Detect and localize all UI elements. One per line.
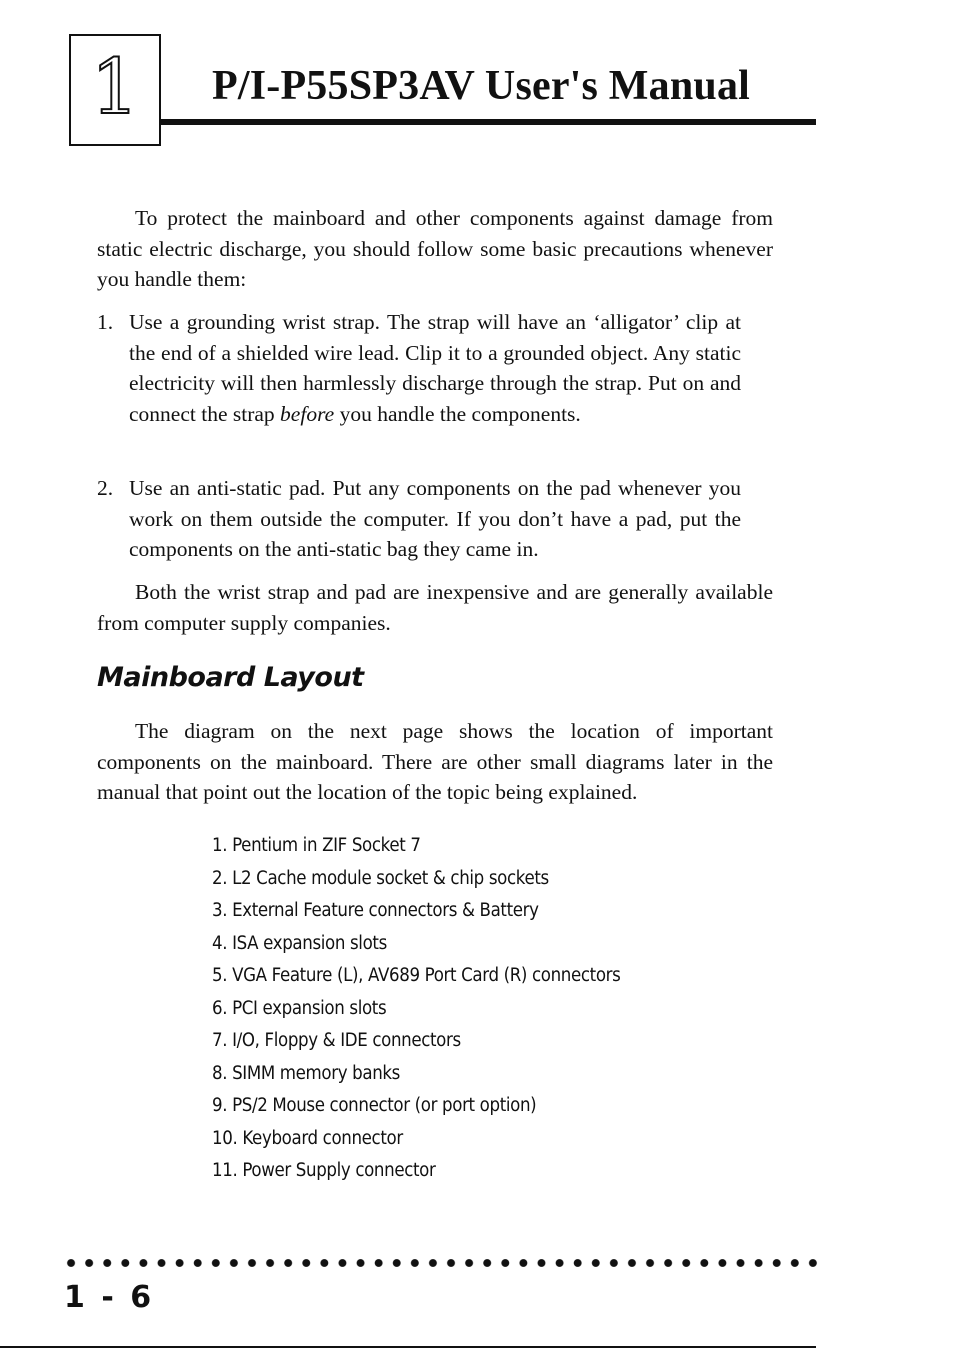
intro-paragraph: To protect the mainboard and other components against damage from static electric discharge, you should follow some basic precautions whenever you handle them: (97, 206, 773, 291)
footer-rule (0, 1346, 816, 1348)
closing-paragraph: Both the wrist strap and pad are inexpensive and are generally available from computer supply companies. (97, 580, 773, 635)
component-item: 3. External Feature connectors & Battery (212, 900, 539, 921)
component-item: 5. VGA Feature (L), AV689 Port Card (R) connectors (212, 965, 621, 986)
chapter-number: 1 (90, 42, 140, 131)
component-item: 7. I/O, Floppy & IDE connectors (212, 1030, 461, 1051)
precaution-text: Use an anti-static pad. Put any components on the pad whenever you work on them outside the computer. If you don’t have a pad, put the components on the anti-static bag they came in. (129, 476, 741, 561)
component-item: 11. Power Supply connector (212, 1160, 436, 1181)
section-heading: Mainboard Layout (97, 662, 364, 693)
precaution-item-1 (97, 307, 741, 429)
precaution-item-2 (97, 473, 741, 565)
emphasis-before: before (280, 401, 335, 426)
component-item: 9. PS/2 Mouse connector (or port option) (212, 1095, 537, 1116)
dotted-divider (62, 1256, 820, 1270)
component-item: 4. ISA expansion slots (212, 932, 387, 954)
component-item: 6. PCI expansion slots (212, 997, 387, 1019)
component-list (212, 830, 666, 1188)
precaution-text: Use a grounding wrist strap. The strap will have an ‘alligator’ clip at the end of a shielded wire lead. Clip it to a grounded object. Any static electricity will then harmlessly discharge through the strap. Put on and connect the strap before you handle the components. (129, 310, 741, 426)
precaution-marker: 2. (97, 476, 114, 500)
header-rule (161, 119, 816, 125)
component-item: 2. L2 Cache module socket & chip sockets (212, 867, 549, 889)
component-item: 1. Pentium in ZIF Socket 7 (212, 835, 421, 856)
layout-paragraph: The diagram on the next page shows the location of important components on the mainboard. There are other small diagrams later in the manual that point out the location of the topic being explained. (97, 719, 773, 804)
precaution-marker: 1. (97, 310, 114, 334)
chapter-number-box (69, 34, 161, 146)
page-header-title: P/I-P55SP3AV User's Manual (212, 63, 751, 109)
component-item: 10. Keyboard connector (212, 1127, 403, 1149)
page-number: 1 - 6 (64, 1280, 155, 1315)
component-item: 8. SIMM memory banks (212, 1062, 400, 1084)
